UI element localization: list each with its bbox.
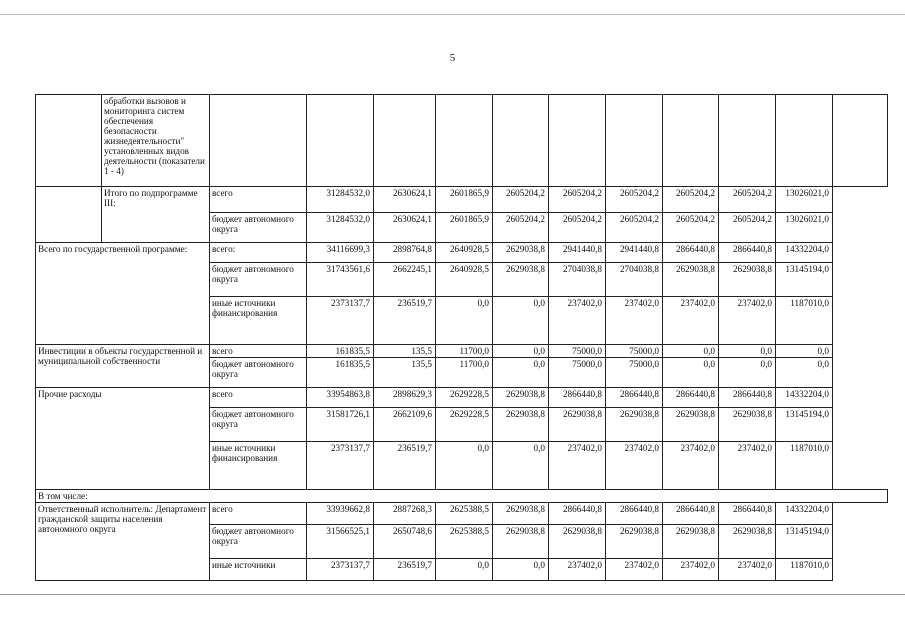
empty-cell (307, 95, 374, 187)
empty-cell (210, 95, 307, 187)
value-cell: 2373137,7 (307, 297, 374, 345)
value-cell: 0,0 (776, 345, 833, 358)
value-cell: 0,0 (663, 345, 719, 358)
row-label: иные источники финансирования (210, 442, 307, 490)
table-row (36, 503, 888, 525)
value-cell: 2629038,8 (663, 408, 719, 442)
value-cell: 2898764,8 (374, 243, 436, 263)
value-cell: 2605204,2 (719, 213, 776, 243)
empty-cell (606, 95, 663, 187)
value-cell: 237402,0 (549, 442, 606, 490)
value-cell: 0,0 (436, 297, 493, 345)
value-cell: 236519,7 (374, 442, 436, 490)
value-cell: 2629038,8 (493, 263, 549, 297)
value-cell: 0,0 (436, 559, 493, 581)
value-cell: 11700,0 (436, 358, 493, 388)
row-label: бюджет автономного округа (210, 358, 307, 388)
value-cell: 13145194,0 (776, 263, 833, 297)
value-cell: 0,0 (719, 358, 776, 388)
value-cell: 13145194,0 (776, 525, 833, 559)
value-cell: 237402,0 (719, 559, 776, 581)
row-label: всего (210, 503, 307, 525)
table-row (36, 243, 888, 263)
in-that-number-label: В том числе: (36, 490, 888, 503)
value-cell: 0,0 (436, 442, 493, 490)
value-cell: 31581726,1 (307, 408, 374, 442)
value-cell: 2650748,6 (374, 525, 436, 559)
row-label: бюджет автономного округа (210, 408, 307, 442)
value-cell: 2898629,3 (374, 388, 436, 408)
value-cell: 2605204,2 (719, 187, 776, 213)
executor-title: Ответственный исполнитель: Департамент гражданской защиты населения автономного округа (36, 503, 210, 581)
value-cell: 135,5 (374, 358, 436, 388)
value-cell: 2605204,2 (663, 187, 719, 213)
value-cell: 237402,0 (663, 559, 719, 581)
value-cell: 0,0 (493, 358, 549, 388)
value-cell: 161835,5 (307, 358, 374, 388)
value-cell: 2373137,7 (307, 559, 374, 581)
value-cell: 0,0 (493, 297, 549, 345)
financing-table (35, 94, 888, 581)
empty-cell (776, 95, 833, 187)
table-row (36, 95, 888, 187)
value-cell: 1187010,0 (776, 297, 833, 345)
value-cell: 2629038,8 (493, 503, 549, 525)
value-cell: 2629038,8 (719, 263, 776, 297)
empty-cell (493, 95, 549, 187)
value-cell: 2630624,1 (374, 213, 436, 243)
value-cell: 2605204,2 (549, 187, 606, 213)
empty-cell (374, 95, 436, 187)
value-cell: 2605204,2 (663, 213, 719, 243)
value-cell: 2866440,8 (663, 243, 719, 263)
value-cell: 2662245,1 (374, 263, 436, 297)
value-cell: 2629228,5 (436, 388, 493, 408)
event-description: обработки вызовов и мониторинга систем обеспечения безопасности жизнедеятельности" установленных видов деятельности (показатели 1 - 4) (102, 95, 210, 187)
value-cell: 2866440,8 (549, 503, 606, 525)
value-cell: 2640928,5 (436, 243, 493, 263)
value-cell: 2625388,5 (436, 503, 493, 525)
value-cell: 2866440,8 (719, 503, 776, 525)
row-label: всего (210, 345, 307, 358)
value-cell: 0,0 (663, 358, 719, 388)
value-cell: 2630624,1 (374, 187, 436, 213)
value-cell: 14332204,0 (776, 503, 833, 525)
value-cell: 237402,0 (606, 442, 663, 490)
section-title: Инвестиции в объекты государственной и муниципальной собственности (36, 345, 210, 388)
value-cell: 0,0 (493, 559, 549, 581)
value-cell: 2629038,8 (663, 525, 719, 559)
value-cell: 31743561,6 (307, 263, 374, 297)
value-cell: 2605204,2 (493, 213, 549, 243)
value-cell: 1187010,0 (776, 442, 833, 490)
row-label: всего: (210, 243, 307, 263)
table-row (36, 388, 888, 408)
value-cell: 237402,0 (719, 442, 776, 490)
value-cell: 237402,0 (719, 297, 776, 345)
value-cell: 2866440,8 (719, 243, 776, 263)
value-cell: 2605204,2 (493, 187, 549, 213)
empty-cell (549, 95, 606, 187)
page-number: 5 (449, 52, 456, 64)
empty-cell (833, 95, 888, 187)
section-title: Прочие расходы (36, 388, 210, 490)
value-cell: 2866440,8 (606, 503, 663, 525)
row-label: всего (210, 388, 307, 408)
table-row (36, 345, 888, 358)
row-label: иные источники финансирования (210, 297, 307, 345)
value-cell: 2629038,8 (493, 243, 549, 263)
section-title: Итого по подпрограмме III: (102, 187, 210, 243)
value-cell: 31566525,1 (307, 525, 374, 559)
value-cell: 2605204,2 (606, 213, 663, 243)
value-cell: 34116699,3 (307, 243, 374, 263)
value-cell: 2629038,8 (493, 525, 549, 559)
table-row (36, 490, 888, 503)
value-cell: 237402,0 (663, 297, 719, 345)
value-cell: 2629038,8 (549, 525, 606, 559)
value-cell: 2373137,7 (307, 442, 374, 490)
row-label: всего (210, 187, 307, 213)
value-cell: 2625388,5 (436, 525, 493, 559)
empty-cell (663, 95, 719, 187)
empty-cell (436, 95, 493, 187)
value-cell: 2629038,8 (549, 408, 606, 442)
value-cell: 2601865,9 (436, 187, 493, 213)
value-cell: 237402,0 (549, 297, 606, 345)
value-cell: 13026021,0 (776, 213, 833, 243)
empty-cell (36, 187, 102, 243)
value-cell: 0,0 (776, 358, 833, 388)
value-cell: 237402,0 (663, 442, 719, 490)
value-cell: 2629038,8 (663, 263, 719, 297)
value-cell: 237402,0 (606, 297, 663, 345)
value-cell: 2704038,8 (606, 263, 663, 297)
table-row (36, 187, 888, 213)
value-cell: 14332204,0 (776, 243, 833, 263)
top-scan-line (0, 14, 905, 15)
value-cell: 2866440,8 (719, 388, 776, 408)
row-label: иные источники (210, 559, 307, 581)
value-cell: 33954863,8 (307, 388, 374, 408)
value-cell: 33939662,8 (307, 503, 374, 525)
value-cell: 75000,0 (549, 358, 606, 388)
value-cell: 31284532,0 (307, 213, 374, 243)
value-cell: 75000,0 (549, 345, 606, 358)
value-cell: 2629038,8 (719, 525, 776, 559)
value-cell: 2887268,3 (374, 503, 436, 525)
value-cell: 2629038,8 (493, 388, 549, 408)
row-label: бюджет автономного округа (210, 213, 307, 243)
value-cell: 2866440,8 (549, 388, 606, 408)
value-cell: 0,0 (719, 345, 776, 358)
value-cell: 2704038,8 (549, 263, 606, 297)
bottom-scan-line (0, 594, 905, 595)
value-cell: 135,5 (374, 345, 436, 358)
value-cell: 236519,7 (374, 297, 436, 345)
value-cell: 13026021,0 (776, 187, 833, 213)
value-cell: 2662109,6 (374, 408, 436, 442)
value-cell: 13145194,0 (776, 408, 833, 442)
value-cell: 2605204,2 (606, 187, 663, 213)
value-cell: 75000,0 (606, 358, 663, 388)
value-cell: 237402,0 (549, 559, 606, 581)
value-cell: 161835,5 (307, 345, 374, 358)
value-cell: 0,0 (493, 345, 549, 358)
value-cell: 2866440,8 (663, 503, 719, 525)
value-cell: 2629038,8 (606, 525, 663, 559)
value-cell: 31284532,0 (307, 187, 374, 213)
value-cell: 2605204,2 (549, 213, 606, 243)
value-cell: 2629038,8 (493, 408, 549, 442)
value-cell: 2629228,5 (436, 408, 493, 442)
value-cell: 236519,7 (374, 559, 436, 581)
section-title: Всего по государственной программе: (36, 243, 210, 345)
row-label: бюджет автономного округа (210, 263, 307, 297)
empty-cell (719, 95, 776, 187)
value-cell: 2629038,8 (606, 408, 663, 442)
value-cell: 237402,0 (606, 559, 663, 581)
value-cell: 75000,0 (606, 345, 663, 358)
value-cell: 2941440,8 (606, 243, 663, 263)
row-label: бюджет автономного округа (210, 525, 307, 559)
value-cell: 2866440,8 (606, 388, 663, 408)
value-cell: 0,0 (493, 442, 549, 490)
value-cell: 2601865,9 (436, 213, 493, 243)
value-cell: 2941440,8 (549, 243, 606, 263)
empty-cell (36, 95, 102, 187)
value-cell: 14332204,0 (776, 388, 833, 408)
value-cell: 1187010,0 (776, 559, 833, 581)
value-cell: 2629038,8 (719, 408, 776, 442)
value-cell: 2866440,8 (663, 388, 719, 408)
value-cell: 2640928,5 (436, 263, 493, 297)
value-cell: 11700,0 (436, 345, 493, 358)
